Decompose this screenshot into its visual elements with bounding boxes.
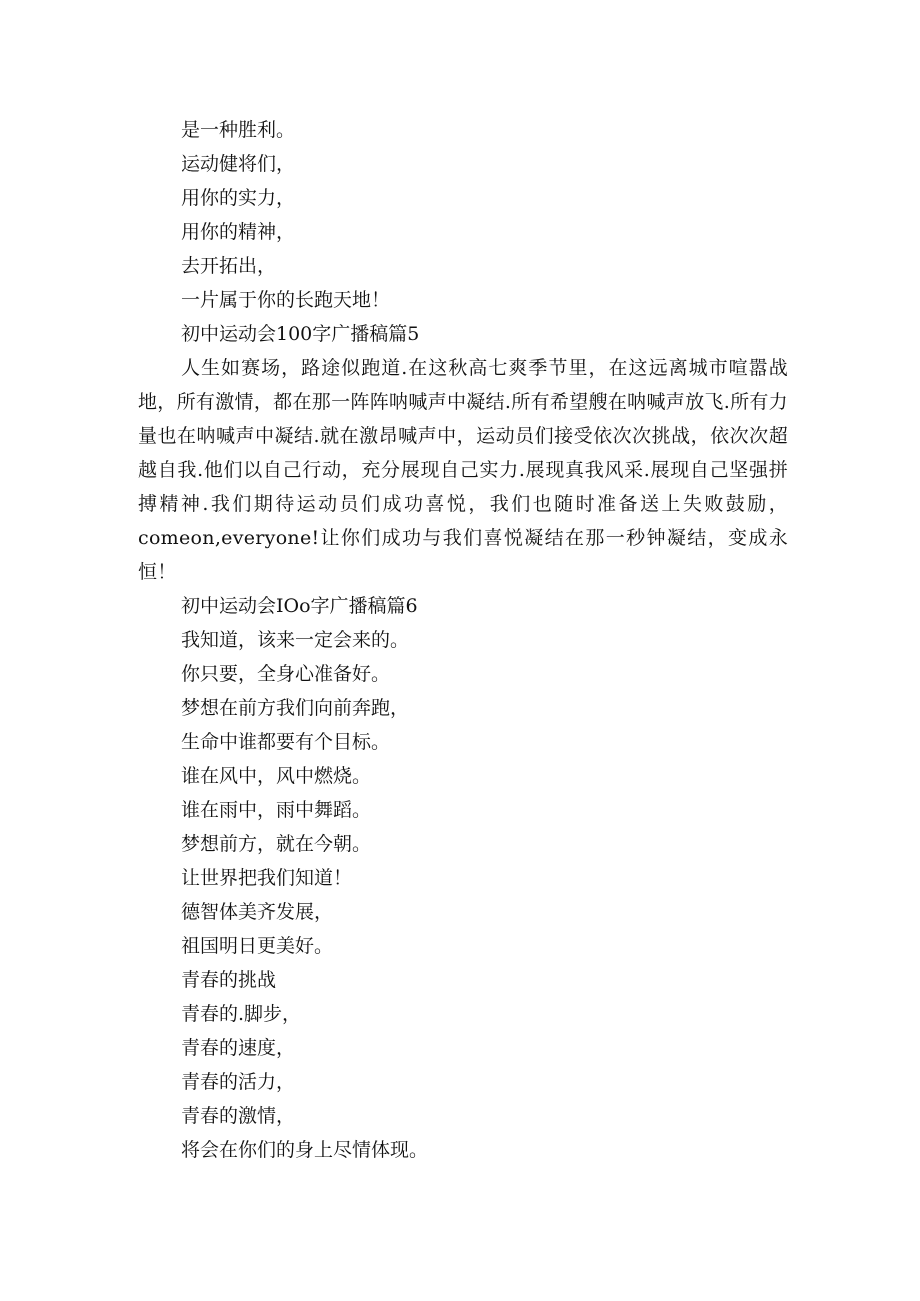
- section-6-heading: 初中运动会IOo字广播稿篇6: [181, 595, 418, 617]
- document-body: [138, 113, 788, 1167]
- section-5-heading: 初中运动会100字广播稿篇5: [181, 323, 420, 345]
- poem-line: 祖国明日更美好。: [181, 935, 334, 957]
- poem-line: 是一种胜利。: [181, 119, 296, 141]
- poem-line: 用你的实力，: [181, 187, 296, 209]
- poem-line: 去开拓出，: [181, 255, 277, 277]
- poem-line: 一片属于你的长跑天地！: [181, 289, 391, 311]
- poem-line: 运动健将们，: [181, 153, 296, 175]
- section-5-paragraph: 人生如赛场，路途似跑道.在这秋高七爽季节里，在这远离城市喧嚣战地，所有激情，都在那一阵阵呐喊声中凝结.所有希望艘在呐喊声放飞.所有力量也在呐喊声中凝结.就在激昂喊声中，运动员们接受依次次挑战，依次次超越自我.他们以自己行动，充分展现自己实力.展现真我风采.展现自己坚强拼搏精神.我们期待运动员们成功喜悦，我们也随时准备送上失败鼓励，comeon,everyone!让你们成功与我们喜悦凝结在那一秒钟凝结，变成永恒！: [138, 357, 788, 583]
- poem-line: 我知道，该来一定会来的。: [181, 629, 410, 651]
- poem-line: 让世界把我们知道！: [181, 867, 353, 889]
- poem-line: 谁在风中，风中燃烧。: [181, 765, 372, 787]
- poem-line: 青春的.脚步，: [181, 1003, 302, 1025]
- poem-line: 德智体美齐发展，: [181, 901, 334, 923]
- poem-line: 用你的精神，: [181, 221, 296, 243]
- poem-line: 青春的挑战: [181, 969, 277, 991]
- poem-line: 谁在雨中，雨中舞蹈。: [181, 799, 372, 821]
- poem-line: 你只要，全身心准备好。: [181, 663, 391, 685]
- poem-line: 青春的速度，: [181, 1037, 296, 1059]
- poem-line: 梦想在前方我们向前奔跑，: [181, 697, 410, 719]
- poem-line: 生命中谁都要有个目标。: [181, 731, 391, 753]
- poem-line: 将会在你们的身上尽情体现。: [181, 1139, 429, 1161]
- poem-line: 青春的激情，: [181, 1105, 296, 1127]
- poem-line: 梦想前方，就在今朝。: [181, 833, 372, 855]
- poem-line: 青春的活力，: [181, 1071, 296, 1093]
